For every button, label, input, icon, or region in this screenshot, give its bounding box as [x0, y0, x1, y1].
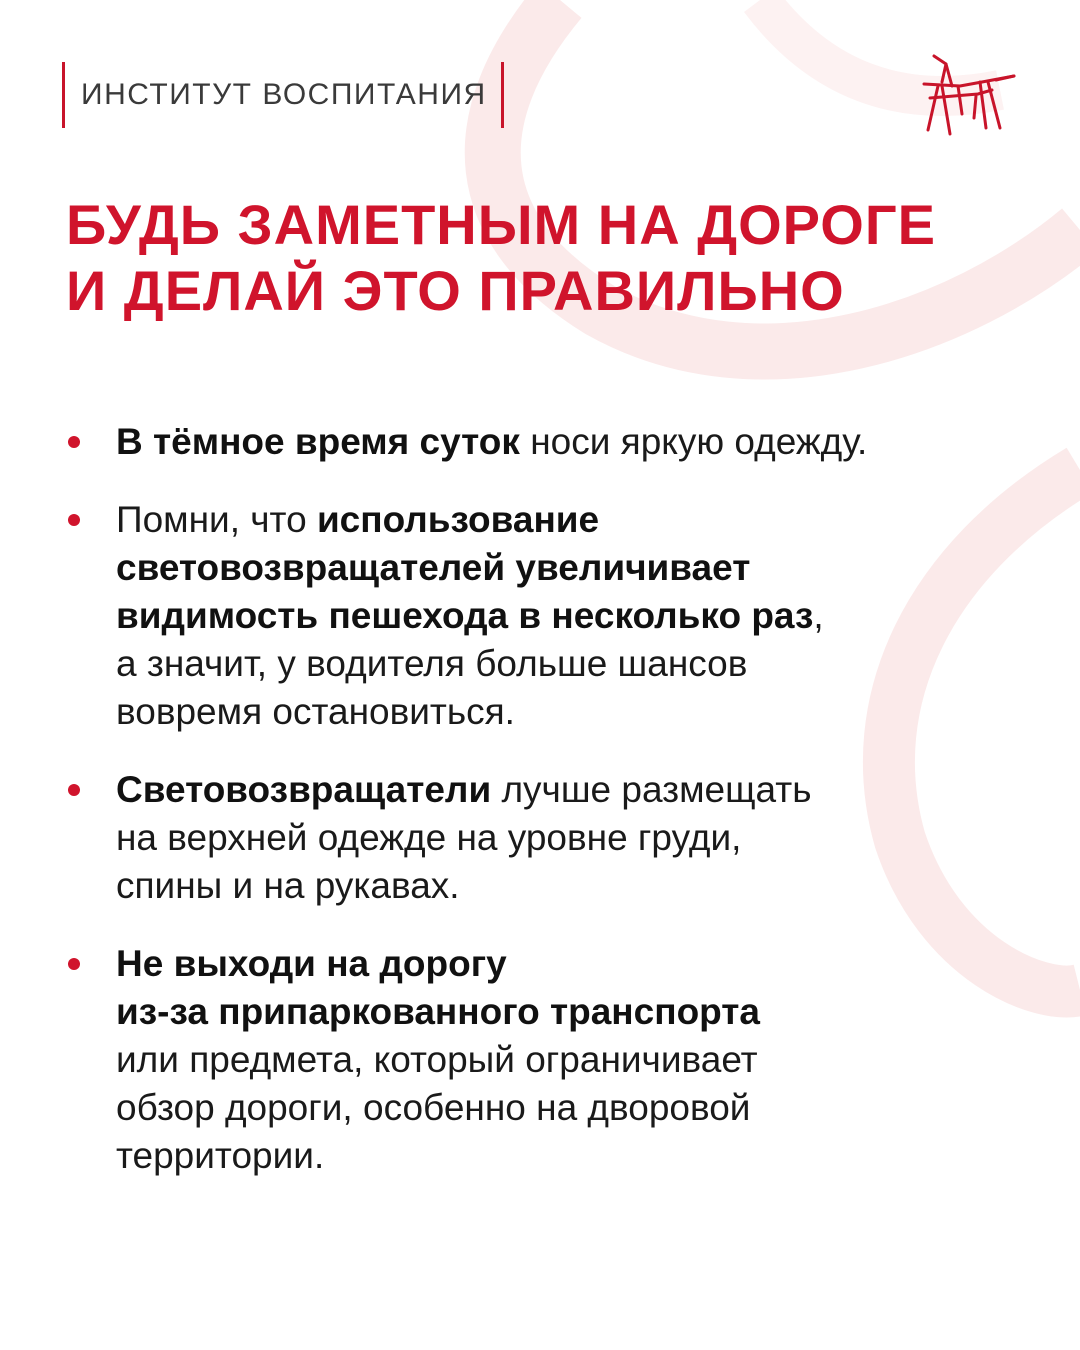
tip-reflectors-visibility: [66, 496, 1026, 736]
tip-1-line-1: [116, 418, 1026, 466]
tip-4-line-3: или предмета, который ограничивает: [116, 1039, 758, 1080]
tip-2-line-1: [116, 496, 1026, 544]
tip-2-lead: Помни, что: [116, 499, 317, 540]
page-title: [66, 192, 1026, 324]
title-line-2: И ДЕЛАЙ ЭТО ПРАВИЛЬНО: [66, 259, 845, 322]
tip-1-text: носи яркую одежду.: [519, 421, 868, 462]
tip-3-line-1: [116, 766, 1026, 814]
tip-4-line-5: территории.: [116, 1135, 325, 1176]
tip-4-line-2: [116, 988, 1026, 1036]
tip-2-line-2: [116, 544, 1026, 592]
tip-dark-time-clothing: [66, 418, 1026, 466]
tip-4-line-1: [116, 940, 1026, 988]
bullet-dot-icon: [68, 436, 80, 448]
header-divider-right: [501, 62, 504, 128]
tip-4-bold-1: Не выходи на дорогу: [116, 943, 507, 984]
tip-3-line-2: на верхней одежде на уровне груди,: [116, 817, 742, 858]
organization-header: [62, 62, 504, 128]
tip-4-bold-2: из-за припаркованного транспорта: [116, 991, 760, 1032]
tip-2-line-4: а значит, у водителя больше шансов: [116, 643, 748, 684]
tip-2-line-3: [116, 592, 1026, 640]
tip-2-comma: ,: [813, 595, 824, 636]
tip-parked-transport: [66, 940, 1026, 1180]
chair-horse-logo-icon: [920, 52, 1020, 136]
tip-2-line-5: вовремя остановиться.: [116, 691, 515, 732]
bullet-dot-icon: [68, 784, 80, 796]
tip-reflector-placement: [66, 766, 1026, 910]
tip-2-bold-3: видимость пешехода в несколько раз: [116, 595, 814, 636]
safety-tips-list: [66, 418, 1026, 1210]
tip-3-line-3: спины и на рукавах.: [116, 865, 460, 906]
tip-1-bold: В тёмное время суток: [116, 421, 520, 462]
bullet-dot-icon: [68, 958, 80, 970]
tip-2-bold-1: использование: [316, 499, 600, 540]
bullet-dot-icon: [68, 514, 80, 526]
organization-name: ИНСТИТУТ ВОСПИТАНИЯ: [81, 78, 487, 111]
tip-2-bold-2: световозвращателей увеличивает: [116, 547, 751, 588]
tip-3-text: лучше размещать: [491, 769, 812, 810]
tip-3-bold: Световозвращатели: [116, 769, 492, 810]
tip-4-line-4: обзор дороги, особенно на дворовой: [116, 1087, 751, 1128]
title-line-1: БУДЬ ЗАМЕТНЫМ НА ДОРОГЕ: [66, 193, 936, 256]
